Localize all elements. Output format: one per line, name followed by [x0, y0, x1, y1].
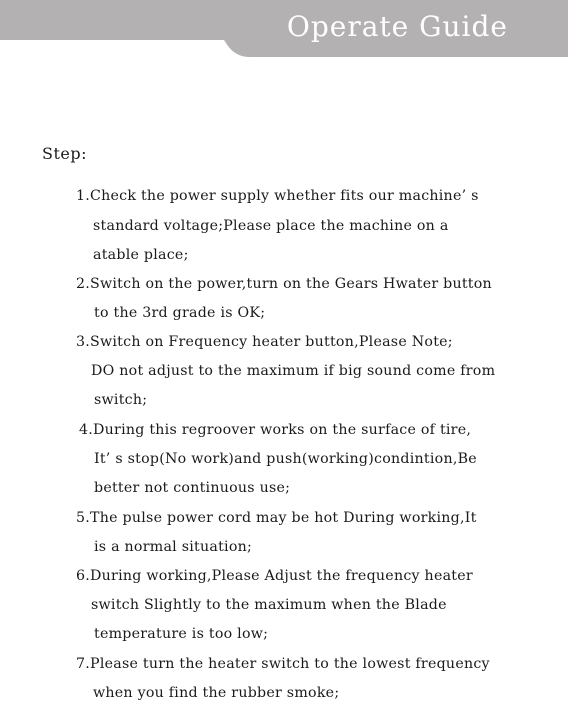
step-6-line-1: 6.During working,Please Adjust the frequency heater: [76, 568, 473, 584]
step-1-line-2: standard voltage;Please place the machine on a: [93, 218, 449, 234]
step-7-line-2: when you find the rubber smoke;: [93, 685, 340, 701]
step-5-line-2: is a normal situation;: [94, 539, 253, 555]
step-4-line-1: 4.During this regroover works on the surface of tire,: [79, 422, 472, 438]
step-3-line-3: switch;: [94, 392, 148, 408]
step-6-line-2: switch Slightly to the maximum when the Blade: [91, 597, 447, 613]
page-title: Operate Guide: [286, 10, 508, 43]
step-2-line-1: 2.Switch on the power,turn on the Gears Hwater button: [76, 276, 492, 292]
step-7-line-1: 7.Please turn the heater switch to the lowest frequency: [76, 656, 490, 672]
step-4-line-3: better not continuous use;: [94, 480, 291, 496]
step-1-line-3: atable place;: [93, 247, 189, 263]
step-heading: Step:: [42, 144, 87, 163]
step-5-line-1: 5.The pulse power cord may be hot During working,It: [76, 510, 477, 526]
step-2-line-2: to the 3rd grade is OK;: [94, 305, 266, 321]
step-3-line-1: 3.Switch on Frequency heater button,Please Note;: [76, 334, 453, 350]
step-1-line-1: 1.Check the power supply whether fits our machine’ s: [76, 188, 479, 204]
step-6-line-3: temperature is too low;: [94, 626, 269, 642]
step-3-line-2: DO not adjust to the maximum if big sound come from: [91, 363, 496, 379]
step-4-line-2: It’ s stop(No work)and push(working)condintion,Be: [94, 451, 477, 467]
header-band: [0, 0, 568, 58]
